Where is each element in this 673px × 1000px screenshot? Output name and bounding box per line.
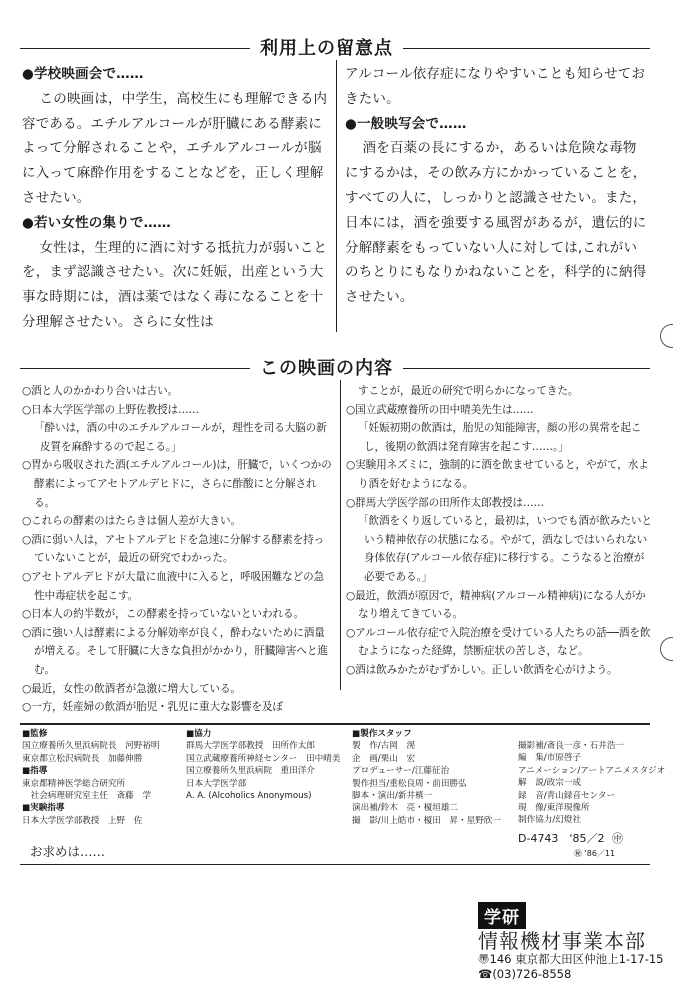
- order-prompt: お求めは……: [30, 844, 106, 859]
- credit-category: ■製作スタッフ: [352, 729, 412, 739]
- credit-line: 群馬大学医学部教授 田所作太郎: [186, 741, 315, 752]
- usage-paragraph: アルコール依存症になりやすいことも知らせておきたい。: [345, 66, 646, 107]
- content-item: ○国立武蔵療養所の田中晴美先生は……: [346, 403, 534, 416]
- usage-heading: ●若い女性の集りで……: [22, 214, 171, 231]
- credit-category: ■協力: [186, 729, 212, 739]
- content-item: ○酒と人のかかわり合いは古い。: [22, 385, 179, 397]
- credit-line: 社会病理研究室主任 斎藤 学: [22, 791, 151, 802]
- credit-line: 演出補/鈴木 亮・榎垣雄二: [352, 803, 459, 814]
- usage-heading: ●学校映画会で……: [22, 66, 144, 82]
- publisher-address: [478, 952, 664, 982]
- credit-line: 脚本・演出/新井槙一: [352, 791, 433, 802]
- content-item: ○胃から吸収された酒(エチルアルコール)は，肝臓で，いくつかの酵素によってアセトアルデヒドに，さらに酢酸にと分解される。: [22, 459, 332, 509]
- credits-supervision: [22, 728, 160, 827]
- content-item: ○アルコール依存症で入院治療を受けている人たちの話──酒を飲むようになった経緯，禁断症状の苦しさ，など。: [346, 626, 651, 658]
- credit-line: 国立武蔵療養所神経センター 田中晴美: [186, 753, 341, 764]
- content-item: ○酒は飲みかたがむずかしい。正しい飲酒を心がけよう。: [346, 663, 618, 676]
- binder-hole-icon: [660, 324, 673, 348]
- credit-line: 制作協力/幻燈社: [518, 815, 582, 826]
- publisher-postal-address: 〠146 東京都大田区仲池上1-17-15: [478, 952, 664, 966]
- credits-cooperation: [186, 728, 340, 802]
- credits-staff-continued: [518, 740, 665, 827]
- usage-column-divider: [336, 60, 337, 332]
- content-item: ○最近，女性の飲酒者が急激に増大している。: [22, 682, 242, 695]
- content-column-divider: [340, 380, 341, 690]
- credit-line: アニメーション/アートアニメスタジオ: [518, 765, 666, 776]
- publisher-phone: ☎(03)726-8558: [478, 967, 572, 981]
- usage-heading: ●一般映写会で……: [345, 115, 467, 132]
- publisher-logo: 学研: [478, 902, 526, 929]
- credits-rule: [20, 723, 650, 725]
- content-right-column: [346, 382, 652, 680]
- usage-paragraph: 女性は，生理的に酒に対する抵抗力が弱いことを，まず認識させたい。次に妊娠，出産という大事な時期には，酒は薬ではなく毒になることを十分理解させたい。さらに女性は: [22, 239, 328, 330]
- content-quote: 「酔いは，酒の中のエチルアルコールが，理性を司る大脳の新皮質を麻酔するので起こる。」: [34, 422, 327, 453]
- publisher-department: 情報機材事業本部: [478, 929, 646, 953]
- usage-right-column: [345, 62, 650, 310]
- credit-category: ■実験指導: [22, 803, 65, 814]
- content-item: ○最近，飲酒が原因で，精神病(アルコール精神病)になる人がかなり増えてきている。: [346, 589, 646, 621]
- credit-line: 製 作/古岡 滉: [352, 741, 416, 752]
- credits-staff: [352, 728, 501, 827]
- credit-line: 国立療養所久里浜病院 重田洋介: [186, 766, 315, 777]
- content-section-title: この映画の内容: [250, 354, 403, 380]
- content-item: ○日本人の約半数が，この酵素を持っていないといわれる。: [22, 608, 304, 621]
- credit-line: 企 画/栗山 宏: [352, 753, 416, 764]
- credit-line: プロデューサー/江藤征治: [352, 766, 450, 777]
- content-item: ○酒に弱い人は，アセトアルデヒドを急速に分解する酵素を持っていないことが，最近の研究でわかった。: [22, 533, 325, 565]
- usage-paragraph: この映画は，中学生，高校生にも理解できる内容である。エチルアルコールが肝臓にある酵素によって分解されることや，エチルアルコールが脳に入って麻酔作用をすることなどを，正しく理解させたい。: [22, 90, 328, 206]
- content-item: ○一方，妊産婦の飲酒が胎児・乳児に重大な影響を及ぼ: [22, 701, 283, 714]
- credit-line: 編 集/市原啓子: [518, 753, 582, 764]
- content-item: ○これらの酵素のはたらきは個人差が大きい。: [22, 515, 242, 528]
- credit-line: 東京都精神医学総合研究所: [22, 778, 126, 789]
- content-item: ○アセトアルデヒドが大量に血液中に入ると，呼吸困難などの急性中毒症状を起こす。: [22, 570, 325, 602]
- credit-category: ■監修: [22, 729, 48, 739]
- credit-line: 現 像/東洋現像所: [518, 803, 590, 814]
- credit-line: 解 説/政宗一成: [518, 778, 582, 789]
- credit-line: 撮影補/斎良一彦・石井浩一: [518, 741, 625, 751]
- credit-line: 日本大学医学部教授 上野 佐: [22, 815, 143, 826]
- credit-line: 録 音/青山録音センター: [518, 790, 616, 801]
- credit-line: 国立療養所久里浜病院長 河野裕明: [22, 741, 160, 752]
- content-item: ○群馬大学医学部の田所作太郎教授は……: [346, 496, 545, 509]
- content-left-column: [22, 382, 334, 717]
- credit-line: 製作担当/重松良周・前田勝弘: [352, 778, 467, 789]
- credit-line: 撮 影/川上皓市・榎田 昇・星野欣一: [352, 815, 501, 826]
- content-item: ○実験用ネズミに，強制的に酒を飲ませていると，やがて，水より酒を好むようになる。: [346, 459, 649, 490]
- usage-left-column: [22, 62, 330, 335]
- credit-line: 東京都立松沢病院長 加藤伸勝: [22, 753, 143, 764]
- content-item: ○日本大学医学部の上野佐教授は……: [22, 403, 200, 416]
- usage-section-title: 利用上の留意点: [250, 34, 403, 60]
- content-quote: 「飲酒をくり返していると，最初は，いつでも酒が飲みたいという精神依存の状態になる。やがて，酒なしではいられない身体依存(アルコール依存症)に移行する。こうなると治療が必要である。」: [358, 515, 652, 583]
- footer-rule: [20, 864, 650, 865]
- usage-paragraph: 酒を百薬の長にするか，あるいは危険な毒物にするかは，その飲み方にかかっていることを，すべての人に，しっかりと認識させたい。また，日本には，酒を強要する風習があるが，遺伝的に分解酵素をもっていない人に対しては,これがいのちとりにもなりかねないことを，科学的に納得させたい。: [345, 140, 647, 306]
- product-code-text: D-4743 '85／2: [518, 832, 605, 845]
- content-quote: 「妊娠初期の飲酒は，胎児の知能障害，顔の形の異常を起こし，後期の飲酒は発育障害を起こす……。」: [358, 422, 642, 453]
- binder-hole-icon: [660, 637, 673, 661]
- product-code-reissue: ㊙ '86／11: [574, 849, 616, 858]
- content-item: すことが，最近の研究で明らかになってきた。: [358, 385, 579, 397]
- credit-line: A. A. (Alcoholics Anonymous): [186, 791, 312, 802]
- product-code-mark: ㊥: [611, 832, 623, 845]
- credit-category: ■指導: [22, 766, 48, 777]
- product-code: [518, 830, 623, 846]
- credit-line: 日本大学医学部: [186, 778, 247, 789]
- content-item: ○酒に強い人は酵素による分解効率が良く，酔わないために酒量が増える。そして肝臓に大きな負担がかかり，肝臓障害へと進む。: [22, 626, 328, 676]
